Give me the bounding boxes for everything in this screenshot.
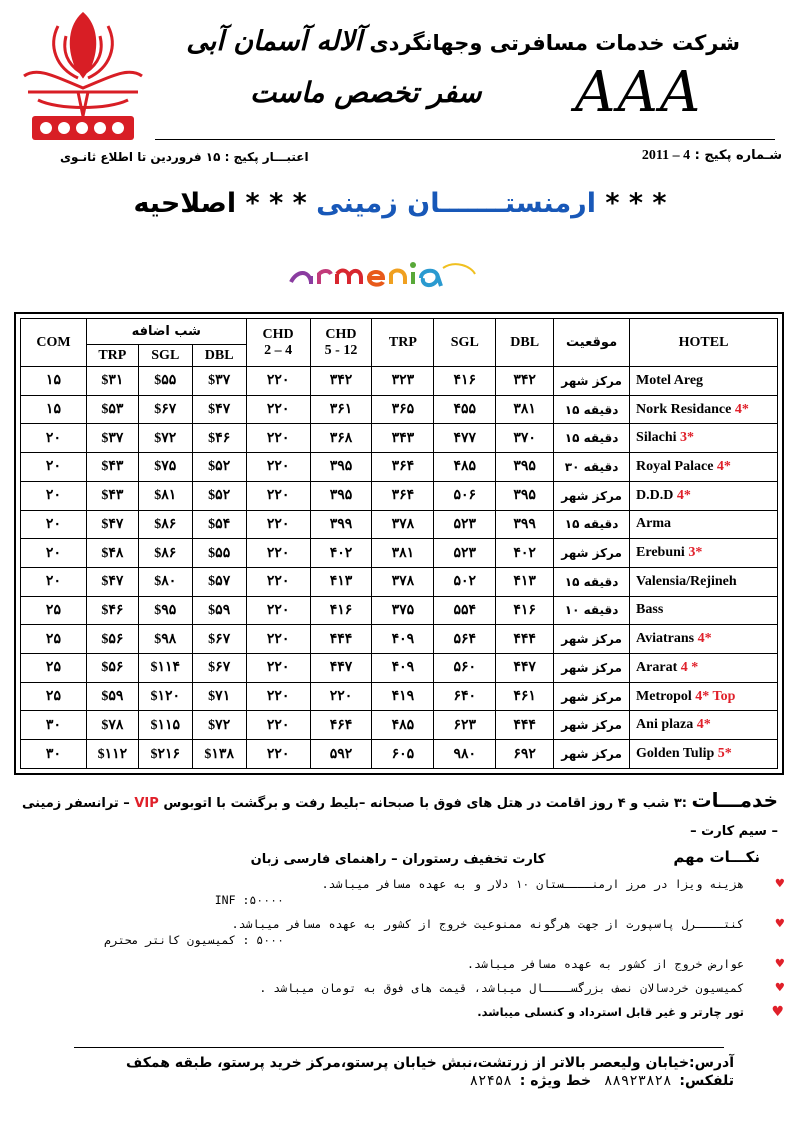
- cell-x-trp: $۵۶: [86, 625, 138, 654]
- cell-trp: ۴۸۵: [372, 711, 434, 740]
- cell-chd2: ۲۲۰: [246, 510, 310, 539]
- cell-com: ۲۰: [21, 567, 87, 596]
- cell-chd2: ۲۲۰: [246, 682, 310, 711]
- header-extra-sgl: SGL: [138, 345, 192, 367]
- cell-chd1: ۳۹۵: [310, 453, 372, 482]
- cell-dbl: ۳۷۰: [496, 424, 554, 453]
- cell-x-dbl: $۵۲: [192, 481, 246, 510]
- hotel-star-rating: 4*: [697, 631, 712, 647]
- note-subtext: ۵۰۰۰ : کمیسیون کانتر محترم: [103, 933, 284, 947]
- notes-list: [44, 876, 784, 1028]
- cell-trp: ۴۰۹: [372, 654, 434, 683]
- cell-trp: ۳۷۸: [372, 567, 434, 596]
- cell-com: ۲۵: [21, 596, 87, 625]
- hotel-name: Royal Palace: [636, 458, 714, 474]
- cell-location: مرکز شهر: [554, 740, 630, 769]
- note-item: [44, 980, 784, 996]
- cell-location: مرکز شهر: [554, 625, 630, 654]
- cell-dbl: ۳۹۵: [496, 481, 554, 510]
- note-item: [44, 956, 784, 972]
- cell-chd2: ۲۲۰: [246, 481, 310, 510]
- cell-chd2: ۲۲۰: [246, 567, 310, 596]
- cell-dbl: ۴۴۷: [496, 654, 554, 683]
- footer-divider: [74, 1047, 724, 1048]
- note-item: [44, 916, 784, 948]
- header-hotel: HOTEL: [630, 319, 778, 367]
- cell-hotel: [630, 510, 778, 539]
- cell-com: ۲۰: [21, 453, 87, 482]
- cell-location: ۱۵ دقیقه: [554, 424, 630, 453]
- cell-trp: ۳۶۵: [372, 395, 434, 424]
- header-chd-5-12: [310, 319, 372, 367]
- cell-dbl: ۴۴۴: [496, 711, 554, 740]
- package-number: [636, 148, 782, 164]
- cell-x-trp: $۵۹: [86, 682, 138, 711]
- cell-dbl: ۳۴۲: [496, 367, 554, 396]
- cell-x-trp: $۴۸: [86, 539, 138, 568]
- cell-sgl: ۵۰۶: [434, 481, 496, 510]
- cell-hotel: [630, 481, 778, 510]
- cell-sgl: ۶۲۳: [434, 711, 496, 740]
- cell-hotel: [630, 711, 778, 740]
- cell-location: ۱۰ دقیقه: [554, 596, 630, 625]
- cell-sgl: ۴۱۶: [434, 367, 496, 396]
- table-row: [21, 510, 778, 539]
- cell-x-trp: $۴۳: [86, 481, 138, 510]
- cell-chd2: ۲۲۰: [246, 596, 310, 625]
- hotel-star-rating: 5*: [717, 746, 732, 762]
- cell-chd1: ۳۶۱: [310, 395, 372, 424]
- cell-x-dbl: $۵۲: [192, 453, 246, 482]
- cell-hotel: [630, 625, 778, 654]
- cell-chd2: ۲۲۰: [246, 453, 310, 482]
- footer-phone: [462, 1073, 734, 1089]
- cell-location: مرکز شهر: [554, 654, 630, 683]
- phone-value: ۸۸۹۲۳۸۲۸: [603, 1073, 672, 1089]
- cell-chd1: ۳۴۲: [310, 367, 372, 396]
- cell-location: ۱۵ دقیقه: [554, 510, 630, 539]
- cell-trp: ۶۰۵: [372, 740, 434, 769]
- header-chd-2-4-title: CHD: [262, 326, 294, 342]
- company-logo: [18, 6, 148, 146]
- services-label: خدمـــات: [691, 788, 778, 812]
- cell-chd1: ۳۶۸: [310, 424, 372, 453]
- cell-chd2: ۲۲۰: [246, 654, 310, 683]
- cell-trp: ۴۱۹: [372, 682, 434, 711]
- cell-x-dbl: $۴۶: [192, 424, 246, 453]
- table-row: [21, 567, 778, 596]
- note-text: کمیسیون خردسالان نصف بزرگســــال میباشد، قیمت های فوق به تومان میباشد .: [259, 981, 744, 995]
- cell-hotel: [630, 567, 778, 596]
- cell-dbl: ۴۰۲: [496, 539, 554, 568]
- cell-trp: ۳۷۸: [372, 510, 434, 539]
- cell-x-trp: $۱۱۲: [86, 740, 138, 769]
- services-section: [18, 786, 778, 874]
- hotel-name: Valensia/Rejineh: [636, 573, 737, 589]
- table-row: [21, 481, 778, 510]
- cell-chd2: ۲۲۰: [246, 740, 310, 769]
- price-table: [20, 318, 778, 769]
- cell-com: ۲۰: [21, 424, 87, 453]
- cell-x-sgl: $۸۶: [138, 539, 192, 568]
- hotel-name: Bass: [636, 602, 664, 618]
- cell-x-sgl: $۷۵: [138, 453, 192, 482]
- cell-sgl: ۵۵۴: [434, 596, 496, 625]
- page-title: [0, 188, 800, 219]
- cell-x-trp: $۵۳: [86, 395, 138, 424]
- cell-x-dbl: $۷۱: [192, 682, 246, 711]
- hotel-star-rating: 4* Top: [695, 688, 736, 704]
- hotel-star-rating: 4*: [716, 458, 731, 474]
- cell-x-sgl: $۶۷: [138, 395, 192, 424]
- table-row: [21, 596, 778, 625]
- cell-x-sgl: $۱۱۴: [138, 654, 192, 683]
- note-text: کنتــــرل پاسپورت از جهت هرگونه ممنوعیت خروج از کشور به عهده مسافر میباشد.: [231, 917, 744, 931]
- cell-com: ۲۵: [21, 625, 87, 654]
- hotel-name: Erebuni: [636, 545, 685, 561]
- title-stars-left: * * *: [605, 188, 667, 219]
- cell-location: مرکز شهر: [554, 539, 630, 568]
- title-suffix: اصلاحیه: [133, 188, 237, 219]
- services-text-a: :۳ شب و ۴ روز اقامت در هتل های فوق با صبحانه –بلیط رفت و برگشت با اتوبوس: [163, 796, 687, 811]
- hotel-star-rating: 4*: [734, 401, 749, 417]
- notes-heading: نکـــات مهم: [673, 848, 760, 866]
- header-chd-5-12-sub: 5 - 12: [324, 342, 358, 358]
- table-row: [21, 539, 778, 568]
- cell-chd2: ۲۲۰: [246, 424, 310, 453]
- cell-dbl: ۴۴۴: [496, 625, 554, 654]
- line-label: خط ویژه :: [519, 1073, 592, 1089]
- cell-hotel: [630, 654, 778, 683]
- heart-bullet-icon: ♥: [775, 956, 784, 972]
- heart-bullet-icon: ♥: [775, 916, 784, 932]
- cell-dbl: ۳۹۹: [496, 510, 554, 539]
- cell-com: ۲۰: [21, 510, 87, 539]
- title-stars-mid: * * *: [245, 188, 307, 219]
- cell-location: مرکز شهر: [554, 682, 630, 711]
- header-extra-trp: TRP: [86, 345, 138, 367]
- cell-x-trp: $۴۶: [86, 596, 138, 625]
- cell-chd1: ۴۴۷: [310, 654, 372, 683]
- cell-com: ۳۰: [21, 740, 87, 769]
- header-chd-2-4-sub: 2 – 4: [264, 342, 293, 358]
- cell-chd1: ۳۹۵: [310, 481, 372, 510]
- cell-com: ۳۰: [21, 711, 87, 740]
- note-text: تور چارتر و غیر قابل استرداد و کنسلی میباشد.: [477, 1005, 744, 1019]
- cell-trp: ۳۲۳: [372, 367, 434, 396]
- cell-sgl: ۵۲۳: [434, 510, 496, 539]
- cell-x-trp: $۴۷: [86, 510, 138, 539]
- package-number-label: شـماره پکیج :: [694, 148, 782, 163]
- hotel-name: Ararat: [636, 659, 678, 675]
- cell-hotel: [630, 395, 778, 424]
- cell-hotel: [630, 453, 778, 482]
- cell-chd1: ۵۹۲: [310, 740, 372, 769]
- cell-x-sgl: $۵۵: [138, 367, 192, 396]
- cell-chd2: ۲۲۰: [246, 625, 310, 654]
- cell-chd1: ۴۴۴: [310, 625, 372, 654]
- cell-x-trp: $۴۷: [86, 567, 138, 596]
- hotel-name: Nork Residance: [636, 401, 732, 417]
- cell-x-dbl: $۴۷: [192, 395, 246, 424]
- hotel-star-rating: 4*: [696, 717, 711, 733]
- cell-x-sgl: $۱۱۵: [138, 711, 192, 740]
- cell-chd1: ۴۶۴: [310, 711, 372, 740]
- cell-hotel: [630, 539, 778, 568]
- footer-address: آدرس:خیابان ولیعصر بالاتر از زرتشت،نبش خیابان پرستو،مرکز خرید پرستو، طبقه همکف: [126, 1055, 734, 1071]
- note-subtext: INF :۵۰۰۰۰: [214, 893, 284, 907]
- hotel-star-rating: 4 *: [680, 659, 699, 675]
- cell-x-dbl: $۶۷: [192, 654, 246, 683]
- cell-dbl: ۴۱۶: [496, 596, 554, 625]
- cell-x-sgl: $۹۵: [138, 596, 192, 625]
- cell-hotel: [630, 367, 778, 396]
- cell-location: ۱۵ دقیقه: [554, 395, 630, 424]
- cell-chd1: ۳۹۹: [310, 510, 372, 539]
- cell-trp: ۳۴۳: [372, 424, 434, 453]
- cell-sgl: ۴۵۵: [434, 395, 496, 424]
- cell-sgl: ۴۷۷: [434, 424, 496, 453]
- cell-trp: ۴۰۹: [372, 625, 434, 654]
- hotel-star-rating: 4*: [676, 487, 691, 503]
- brand-logo-text: AAA: [575, 60, 703, 125]
- price-table-frame: [14, 312, 784, 775]
- company-name: [186, 26, 740, 57]
- cell-hotel: [630, 740, 778, 769]
- heart-bullet-icon: ♥: [775, 980, 784, 996]
- cell-x-trp: $۵۶: [86, 654, 138, 683]
- cell-com: ۱۵: [21, 367, 87, 396]
- cell-x-sgl: $۱۲۰: [138, 682, 192, 711]
- table-row: [21, 367, 778, 396]
- armenia-logo: [283, 256, 483, 296]
- cell-chd1: ۴۱۶: [310, 596, 372, 625]
- cell-com: ۱۵: [21, 395, 87, 424]
- cell-dbl: ۴۱۳: [496, 567, 554, 596]
- cell-dbl: ۴۶۱: [496, 682, 554, 711]
- cell-x-sgl: $۲۱۶: [138, 740, 192, 769]
- cell-chd2: ۲۲۰: [246, 539, 310, 568]
- hotel-name: Motel Areg: [636, 372, 704, 388]
- hotel-name: Arma: [636, 516, 672, 532]
- cell-x-trp: $۷۸: [86, 711, 138, 740]
- heart-bullet-icon: ♥: [771, 1004, 784, 1020]
- hotel-name: D.D.D: [636, 487, 674, 503]
- cell-sgl: ۵۶۴: [434, 625, 496, 654]
- slogan: سفر تخصص ماست: [250, 76, 482, 109]
- header-extra-night: شب اضافه: [86, 319, 246, 345]
- cell-x-trp: $۳۱: [86, 367, 138, 396]
- hotel-name: Golden Tulip: [636, 746, 715, 762]
- note-item: [44, 1004, 784, 1020]
- cell-x-dbl: $۷۲: [192, 711, 246, 740]
- title-destination: ارمنستـــــــان زمینی: [316, 188, 596, 219]
- table-row: [21, 711, 778, 740]
- services-line-2: کارت تخفیف رستوران – راهنمای فارسی زبان: [250, 852, 546, 867]
- note-text: هزینه ویزا در مرز ارمنــــستان ۱۰ دلار و به عهده مسافر میباشد.: [321, 877, 744, 891]
- table-row: [21, 395, 778, 424]
- header-location: موقعیت: [554, 319, 630, 367]
- header-trp: TRP: [372, 319, 434, 367]
- cell-sgl: ۴۸۵: [434, 453, 496, 482]
- cell-x-dbl: $۵۹: [192, 596, 246, 625]
- hotel-name: Metropol: [636, 688, 692, 704]
- header-divider: [155, 139, 775, 140]
- cell-chd2: ۲۲۰: [246, 367, 310, 396]
- cell-chd1: ۲۲۰: [310, 682, 372, 711]
- cell-location: ۱۵ دقیقه: [554, 567, 630, 596]
- cell-sgl: ۵۲۳: [434, 539, 496, 568]
- cell-trp: ۳۶۴: [372, 453, 434, 482]
- cell-hotel: [630, 682, 778, 711]
- header-extra-dbl: DBL: [192, 345, 246, 367]
- cell-x-dbl: $۳۷: [192, 367, 246, 396]
- cell-x-sgl: $۸۰: [138, 567, 192, 596]
- services-vip: VIP: [134, 796, 159, 811]
- cell-chd2: ۲۲۰: [246, 711, 310, 740]
- table-row: [21, 625, 778, 654]
- header-dbl: DBL: [496, 319, 554, 367]
- package-validity: اعتبـــار پکیج : ۱۵ فروردین تا اطلاع ثانـوی: [60, 150, 309, 164]
- header-chd-2-4: [246, 319, 310, 367]
- table-row: [21, 424, 778, 453]
- cell-x-dbl: $۵۴: [192, 510, 246, 539]
- hotel-name: Silachi: [636, 430, 677, 446]
- cell-chd2: ۲۲۰: [246, 395, 310, 424]
- cell-com: ۲۵: [21, 654, 87, 683]
- heart-bullet-icon: ♥: [775, 876, 784, 892]
- cell-com: ۲۰: [21, 539, 87, 568]
- header-sgl: SGL: [434, 319, 496, 367]
- services-line-1: [18, 786, 778, 846]
- header-chd-5-12-title: CHD: [325, 326, 357, 342]
- cell-location: مرکز شهر: [554, 367, 630, 396]
- cell-x-trp: $۴۳: [86, 453, 138, 482]
- cell-sgl: ۵۰۲: [434, 567, 496, 596]
- cell-location: مرکز شهر: [554, 711, 630, 740]
- note-item: [44, 876, 784, 908]
- cell-x-sgl: $۹۸: [138, 625, 192, 654]
- cell-hotel: [630, 596, 778, 625]
- cell-sgl: ۵۶۰: [434, 654, 496, 683]
- header-com: COM: [21, 319, 87, 367]
- table-row: [21, 740, 778, 769]
- cell-x-dbl: $۵۷: [192, 567, 246, 596]
- cell-dbl: ۶۹۲: [496, 740, 554, 769]
- cell-sgl: ۹۸۰: [434, 740, 496, 769]
- cell-trp: ۳۶۴: [372, 481, 434, 510]
- cell-x-sgl: $۸۶: [138, 510, 192, 539]
- table-row: [21, 453, 778, 482]
- cell-hotel: [630, 424, 778, 453]
- hotel-star-rating: 3*: [680, 430, 695, 446]
- table-row: [21, 654, 778, 683]
- cell-location: ۳۰ دقیقه: [554, 453, 630, 482]
- cell-com: ۲۵: [21, 682, 87, 711]
- hotel-name: Ani plaza: [636, 717, 694, 733]
- cell-x-dbl: $۶۷: [192, 625, 246, 654]
- hotel-name: Aviatrans: [636, 631, 695, 647]
- cell-x-sgl: $۷۲: [138, 424, 192, 453]
- note-text: عوارض خروج از کشور به عهده مسافر میباشد.: [467, 957, 744, 971]
- cell-dbl: ۳۹۵: [496, 453, 554, 482]
- cell-trp: ۳۷۵: [372, 596, 434, 625]
- cell-sgl: ۶۴۰: [434, 682, 496, 711]
- cell-chd1: ۴۱۳: [310, 567, 372, 596]
- cell-com: ۲۰: [21, 481, 87, 510]
- cell-x-trp: $۳۷: [86, 424, 138, 453]
- line-value: ۸۲۴۵۸: [469, 1073, 512, 1089]
- company-title: آلاله آسمان آبی: [186, 26, 363, 57]
- phone-label: تلفکس:: [679, 1073, 734, 1089]
- table-row: [21, 682, 778, 711]
- package-number-value: 4 – 2011: [641, 148, 691, 163]
- services-text-b: – ترانسفر زمینی – سیم کارت –: [21, 796, 778, 839]
- cell-trp: ۳۸۱: [372, 539, 434, 568]
- cell-x-dbl: $۵۵: [192, 539, 246, 568]
- cell-x-dbl: $۱۳۸: [192, 740, 246, 769]
- hotel-star-rating: 3*: [688, 545, 703, 561]
- cell-dbl: ۳۸۱: [496, 395, 554, 424]
- cell-x-sgl: $۸۱: [138, 481, 192, 510]
- company-prefix: شرکت خدمات مسافرتی وجهانگردی: [369, 31, 740, 55]
- cell-chd1: ۴۰۲: [310, 539, 372, 568]
- cell-location: مرکز شهر: [554, 481, 630, 510]
